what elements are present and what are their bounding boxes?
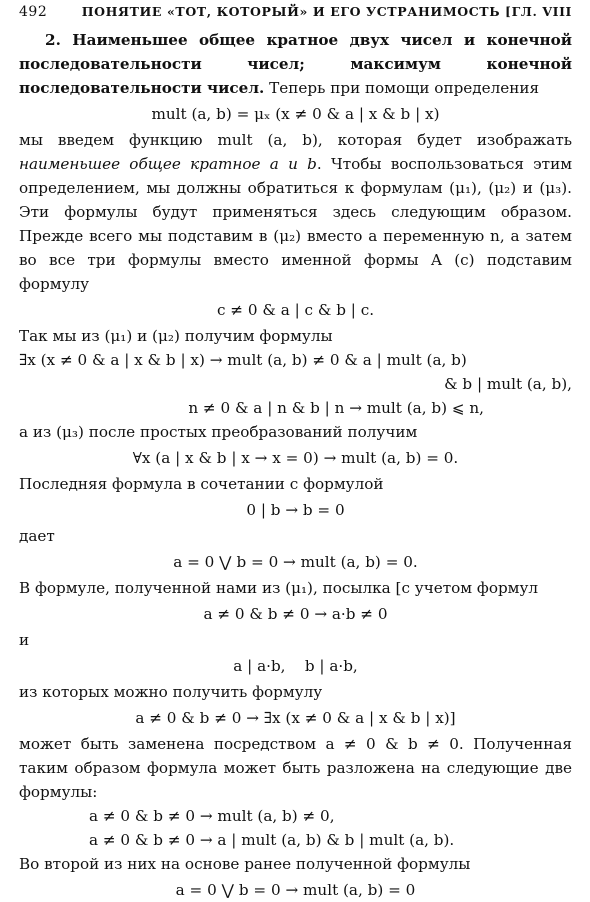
page-header [19, 0, 572, 28]
page-number: 492 [19, 4, 48, 20]
paragraph-8: из которых можно получить формулу [19, 683, 323, 701]
formula-3b: & b | mult (a, b), [444, 375, 572, 393]
intro-text: Теперь при помощи определения [269, 79, 540, 97]
paragraph-3: а из (μ₃) после простых преобразований получим [19, 423, 418, 441]
formula-substitution: c ≠ 0 & a | c & b | c. [216, 301, 375, 319]
paragraph-10: Во второй из них на основе ранее полученной формулы [19, 855, 471, 873]
paragraph-1 [19, 128, 572, 296]
formula-5: 0 | b → b = 0 [246, 501, 345, 519]
paragraph-5: дает [19, 527, 55, 545]
formula-11: a = 0 ⋁ b = 0 → mult (a, b) = 0 [175, 881, 416, 899]
formula-9: a ≠ 0 & b ≠ 0 → ∃x (x ≠ 0 & a | x & b | x)] [135, 709, 456, 727]
formula-4: ∀x (a | x & b | x → x = 0) → mult (a, b) = 0. [132, 449, 459, 467]
paragraph-1-emphasis: наименьшее общее кратное a и b [19, 155, 317, 173]
paragraph-6: В формуле, полученной нами из (μ₁), посылка [с учетом формул [19, 579, 539, 597]
formula-7: a ≠ 0 & b ≠ 0 → a·b ≠ 0 [203, 605, 388, 623]
paragraph-9: может быть заменена посредством a ≠ 0 & b ≠ 0. Полученная таким образом формула может быть разложена на следующие две формулы: [19, 735, 572, 801]
paragraph-1-part-a: мы введем функцию mult (a, b), которая будет изображать [19, 131, 572, 149]
formula-3a: ∃x (x ≠ 0 & a | x & b | x) → mult (a, b) ≠ 0 & a | mult (a, b) [19, 351, 467, 369]
formula-6: a = 0 ⋁ b = 0 → mult (a, b) = 0. [173, 553, 418, 571]
paragraph-2: Так мы из (μ₁) и (μ₂) получим формулы [19, 327, 333, 345]
formula-mult-definition: mult (a, b) = μₓ (x ≠ 0 & a | x & b | x) [151, 105, 440, 123]
running-title: ПОНЯТИЕ «ТОТ, КОТОРЫЙ» И ЕГО УСТРАНИМОСТЬ [ГЛ. VIII [81, 4, 572, 19]
paragraph-4: Последняя формула в сочетании с формулой [19, 475, 384, 493]
formula-10a: a ≠ 0 & b ≠ 0 → mult (a, b) ≠ 0, [89, 807, 335, 825]
section-heading: 2. Наименьшее общее кратное двух чисел и конечной последовательности чисел; максимум конечной последовательности чисел. [19, 31, 572, 97]
formula-8: a | a·b, b | a·b, [233, 657, 358, 675]
paragraph-7: и [19, 631, 30, 649]
formula-3c: n ≠ 0 & a | n & b | n → mult (a, b) ⩽ n, [188, 399, 484, 417]
paragraph-1-part-b: . Чтобы воспользоваться этим определением, мы должны обратиться к формулам (μ₁), (μ₂) и (μ₃). Эти формулы будут применяться здесь следующим образом. Прежде всего мы подставим в (μ₂) вместо a переменную n, а затем во все три формулы вместо именной формы A (c) подставим формулу [19, 155, 573, 293]
section-intro [19, 28, 572, 100]
formula-10b: a ≠ 0 & b ≠ 0 → a | mult (a, b) & b | mult (a, b). [89, 831, 455, 849]
